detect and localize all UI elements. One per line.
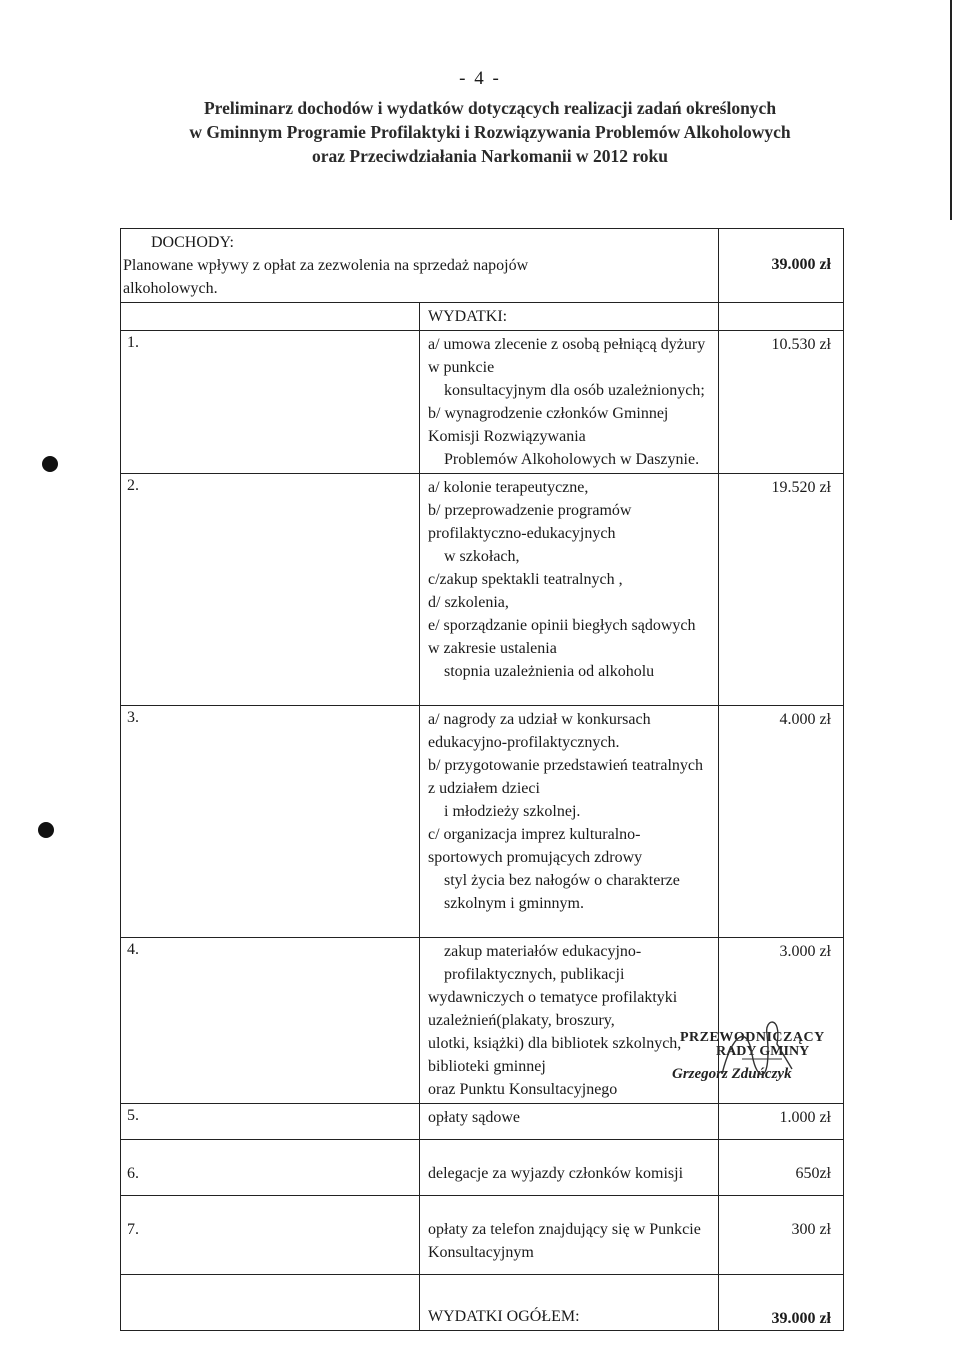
punch-hole-bottom (38, 822, 54, 838)
total-label (420, 1275, 719, 1331)
description-line: oraz Punktu Konsultacyjnego (428, 1081, 618, 1098)
row-amount: 650zł (719, 1140, 844, 1196)
expense-row (121, 474, 844, 706)
income-heading: DOCHODY: (151, 234, 234, 251)
row-amount: 10.530 zł (719, 331, 844, 474)
description-line: Problemów Alkoholowych w Daszynie. (444, 451, 700, 468)
row-number: 1. (121, 331, 420, 474)
description-line: b/ przeprowadzenie programów profilaktyczno-edukacyjnych (428, 502, 632, 542)
row-number: 5. (121, 1104, 420, 1140)
description-line: a/ nagrody za udział w konkursach edukacyjno-profilaktycznych. (428, 711, 651, 751)
description-line: wydawniczych o tematyce profilaktyki uzależnień(plakaty, broszury, (428, 989, 678, 1029)
description-line: delegacje za wyjazdy członków komisji (428, 1165, 684, 1182)
row-description (420, 1196, 719, 1275)
description-line: konsultacyjnym dla osób uzależnionych; (444, 382, 705, 399)
signatory-name: Grzegorz Zduńczyk (672, 1066, 792, 1082)
description-line: a/ umowa zlecenie z osobą pełniącą dyżury w punkcie (428, 336, 706, 376)
income-cell (121, 229, 719, 303)
punch-hole-top (42, 456, 58, 472)
description-line: i młodzieży szkolnej. (444, 803, 581, 820)
row-description (420, 706, 719, 938)
expense-row (121, 1196, 844, 1275)
page-number: - 4 - (459, 68, 501, 89)
scan-edge-line (950, 0, 952, 220)
row-amount: 3.000 zł (719, 938, 844, 1104)
row-description (420, 331, 719, 474)
budget-table (120, 228, 844, 1331)
total-label-text: WYDATKI OGÓŁEM: (428, 1308, 580, 1325)
signature-subtitle: RADY GMINY (716, 1044, 810, 1059)
income-text-2: alkoholowych. (123, 280, 218, 297)
description-line: stopnia uzależnienia od alkoholu (444, 663, 655, 680)
description-line: opłaty za telefon znajdujący się w Punkcie Konsultacyjnym (428, 1221, 701, 1261)
row-amount: 300 zł (719, 1196, 844, 1275)
income-text-1: Planowane wpływy z opłat za zezwolenia na sprzedaż napojów (123, 257, 529, 274)
row-description (420, 1140, 719, 1196)
description-line: styl życia bez nałogów o charakterze szkolnym i gminnym. (444, 872, 680, 912)
total-row (121, 1275, 844, 1331)
description-line: zakup materiałów edukacyjno-profilaktycznych, publikacji (444, 943, 642, 983)
income-row (121, 229, 844, 303)
description-line: a/ kolonie terapeutyczne, (428, 479, 589, 496)
expenses-heading: WYDATKI: (420, 303, 719, 331)
title-line-3: oraz Przeciwdziałania Narkomanii w 2012 roku (312, 146, 668, 166)
expense-row (121, 1104, 844, 1140)
row-description (420, 1104, 719, 1140)
description-line: c/ organizacja imprez kulturalno-sportowych promujących zdrowy (428, 826, 643, 866)
description-line: w szkołach, (444, 548, 520, 565)
description-line: d/ szkolenia, (428, 594, 509, 611)
title-line-1: Preliminarz dochodów i wydatków dotyczących realizacji zadań określonych (203, 98, 777, 118)
row-amount: 19.520 zł (719, 474, 844, 706)
signature-block (672, 1030, 872, 1083)
row-number: 6. (121, 1140, 420, 1196)
income-amount: 39.000 zł (719, 229, 844, 303)
row-amount: 1.000 zł (719, 1104, 844, 1140)
title-line-2: w Gminnym Programie Profilaktyki i Rozwiązywania Problemów Alkoholowych (189, 122, 791, 142)
document-title (120, 96, 860, 168)
description-line: c/zakup spektakli teatralnych , (428, 571, 623, 588)
expenses-heading-row (121, 303, 844, 331)
total-amount: 39.000 zł (719, 1275, 844, 1331)
signature-title: PRZEWODNICZĄCY (680, 1030, 825, 1045)
expense-row (121, 331, 844, 474)
row-number: 4. (121, 938, 420, 1104)
description-line: ulotki, książki) dla bibliotek szkolnych, biblioteki gminnej (428, 1035, 682, 1075)
handwritten-signature (712, 1014, 802, 1084)
row-number: 3. (121, 706, 420, 938)
expense-row (121, 706, 844, 938)
description-line: e/ sporządzanie opinii biegłych sądowych w zakresie ustalenia (428, 617, 696, 657)
description-line: b/ przygotowanie przedstawień teatralnych z udziałem dzieci (428, 757, 703, 797)
expense-row (121, 1140, 844, 1196)
row-number: 2. (121, 474, 420, 706)
description-line: b/ wynagrodzenie członków Gminnej Komisji Rozwiązywania (428, 405, 669, 445)
description-line: opłaty sądowe (428, 1109, 520, 1126)
row-number: 7. (121, 1196, 420, 1275)
row-description (420, 474, 719, 706)
row-amount: 4.000 zł (719, 706, 844, 938)
